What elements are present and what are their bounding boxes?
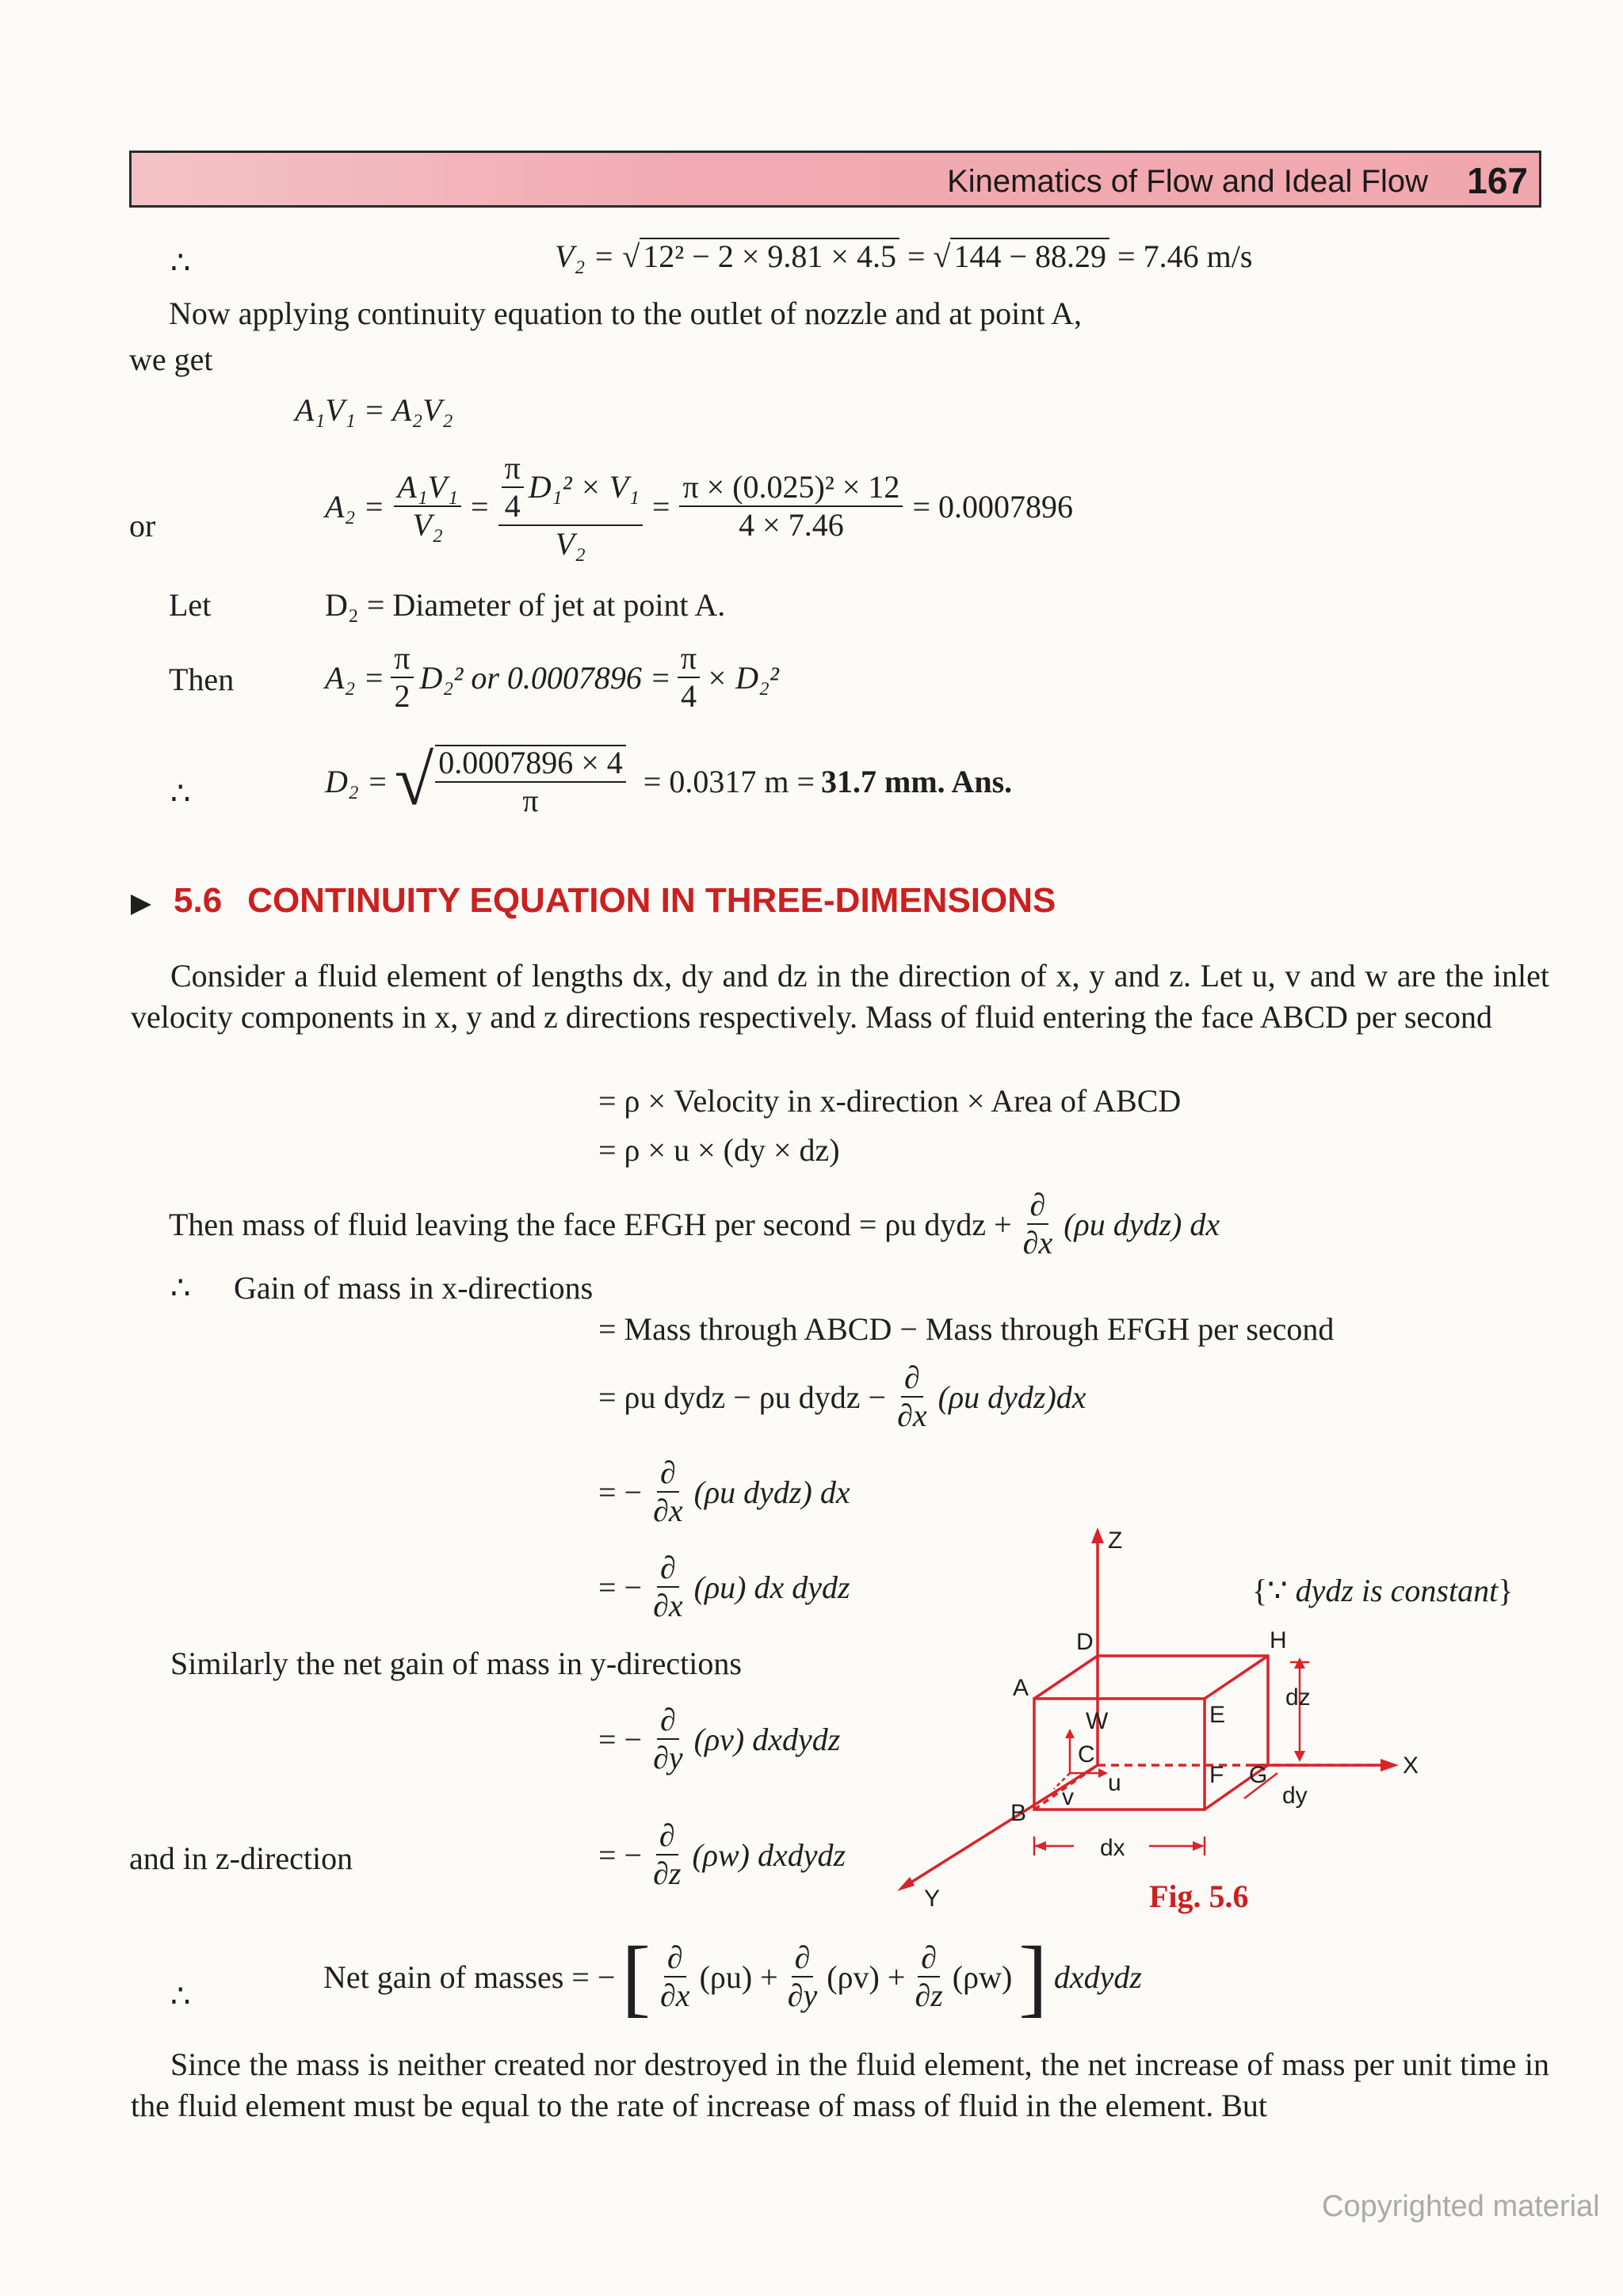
partial-fraction: [650, 1703, 686, 1775]
gain-x-line3: [598, 1456, 850, 1527]
fraction-denominator: 4 × 7.46: [739, 507, 844, 543]
then-middle: D₂² or 0.0007896 =: [419, 659, 671, 696]
fraction-pi-over-4: [502, 452, 524, 523]
section-heading: [129, 881, 1056, 921]
sqrt-sign: √: [622, 238, 640, 274]
partial-denominator: ∂x: [653, 1588, 683, 1623]
velocity-w-label: W: [1086, 1708, 1109, 1734]
then-lhs: A₂ =: [325, 659, 385, 696]
d2-answer: 31.7 mm. Ans.: [821, 763, 1013, 799]
edge-eh: [1205, 1656, 1268, 1699]
four: 4: [504, 488, 521, 524]
mass-in-line2: = ρ × u × (dy × dz): [598, 1132, 840, 1168]
label-let: Let: [169, 587, 212, 623]
gain-y-post: (ρv) dxdydz: [693, 1721, 841, 1757]
net-gain-equation: [323, 1928, 1142, 2025]
pi-symbol: π: [678, 642, 700, 678]
equals-sign: =: [651, 488, 670, 524]
gain-x-line2-pre: = ρu dydz − ρu dydz −: [598, 1379, 887, 1415]
partial-denominator: ∂z: [915, 1978, 943, 2013]
partial-symbol: ∂: [657, 1456, 679, 1493]
paragraph-final: Since the mass is neither created nor destroyed in the fluid element, the net increase of mass per unit time in the fluid element must be equal to the rate of increase of mass of fluid in the element. But: [131, 2046, 1549, 2123]
gain-x-line3-post: (ρu dydz) dx: [693, 1474, 850, 1510]
partial-symbol: ∂: [901, 1361, 923, 1398]
fraction-denominator: V₂: [412, 507, 443, 543]
sqrt-sign: √: [394, 742, 434, 820]
y-arrowhead: [897, 1877, 915, 1891]
partial-symbol: ∂: [1027, 1188, 1049, 1225]
therefore-symbol: ∴: [170, 1978, 191, 2014]
net-gain-label: Net gain of masses = −: [323, 1958, 616, 1995]
fraction-numerator: π × (0.025)² × 12: [679, 471, 903, 507]
gain-x-line2-post: (ρu dydz)dx: [938, 1379, 1086, 1415]
partial-fraction-z: [911, 1941, 945, 2012]
vertex-g-label: G: [1249, 1762, 1268, 1788]
equation-then: [325, 642, 779, 713]
length-dz-label: dz: [1285, 1684, 1311, 1711]
mass-out-rest: (ρu dydz) dx: [1064, 1206, 1220, 1242]
partial-denominator: ∂y: [787, 1978, 818, 2013]
mass-out-line: [169, 1188, 1220, 1260]
velocity-u-label: u: [1108, 1770, 1121, 1796]
vertex-c-label: C: [1078, 1741, 1095, 1768]
length-dx-label: dx: [1100, 1835, 1125, 1861]
figure-fluid-element: [896, 1521, 1450, 1917]
therefore-symbol: ∴: [170, 776, 191, 811]
fraction-numerator: 0.0007896 × 4: [435, 746, 626, 783]
left-bracket: [: [621, 1928, 651, 2025]
partial-symbol: ∂: [792, 1941, 814, 1978]
partial-fraction: [650, 1819, 684, 1890]
d1-times-v1: D₁² × V₁: [528, 469, 640, 505]
therefore-symbol: ∴: [170, 1270, 191, 1306]
eq-v2-radicand-2: 144 − 88.29: [950, 238, 1109, 274]
fraction-a1v1-over-v2: [394, 471, 461, 542]
eq-v2-result: = 7.46 m/s: [1117, 238, 1253, 274]
axis-x-label: X: [1403, 1753, 1419, 1779]
partial-denominator: ∂y: [653, 1740, 683, 1775]
partial-fraction: [650, 1456, 686, 1527]
equation-a2: [325, 452, 1073, 561]
net-gain-post: dxdydz: [1053, 1958, 1142, 1995]
section-title: CONTINUITY EQUATION IN THREE-DIMENSIONS: [247, 881, 1056, 920]
partial-fraction: [894, 1361, 930, 1432]
eq-v2-equals: =: [907, 238, 926, 274]
gain-x-line1: = Mass through ABCD − Mass through EFGH per second: [598, 1311, 1335, 1347]
section-number: 5.6: [174, 881, 223, 920]
fraction-pi-over-2: [391, 642, 413, 713]
partial-fraction: [1020, 1188, 1056, 1260]
vertex-e-label: E: [1209, 1702, 1226, 1728]
d2-result: = 0.0317 m =: [643, 763, 815, 799]
x-arrowhead: [1381, 1759, 1399, 1772]
pi-symbol: π: [502, 452, 524, 488]
equation-a1v1: A₁V₁ = A₂V₂: [295, 392, 453, 428]
eq-a2-result: = 0.0007896: [912, 488, 1073, 524]
d2-lhs: D₂ =: [325, 763, 388, 799]
close-brace: }: [1498, 1573, 1514, 1608]
partial-symbol: ∂: [657, 1551, 679, 1588]
gain-x-line3-pre: = −: [598, 1474, 643, 1510]
fraction-denominator: V₂: [555, 526, 586, 562]
label-or: or: [129, 508, 156, 543]
fraction-pi-over-4: [678, 642, 700, 713]
partial-symbol: ∂: [656, 1819, 678, 1855]
two: 2: [394, 678, 411, 714]
gain-z-pre: = −: [598, 1836, 643, 1873]
fraction-numerator: [498, 452, 643, 526]
partial-fraction-x: [657, 1941, 693, 2012]
net-gain-term1: (ρu) +: [699, 1958, 778, 1995]
net-gain-term2: (ρv) +: [827, 1958, 906, 1995]
right-bracket: ]: [1018, 1928, 1048, 2025]
axis-z-label: Z: [1108, 1527, 1123, 1554]
running-header: [129, 151, 1541, 208]
paragraph-continuity-line1: Now applying continuity equation to the outlet of nozzle and at point A,: [169, 296, 1082, 331]
gain-y-pre: = −: [598, 1721, 643, 1757]
partial-denominator: ∂x: [653, 1493, 683, 1528]
then-rhs: × D₂²: [706, 659, 779, 696]
running-header-title: Kinematics of Flow and Ideal Flow: [947, 164, 1428, 199]
vertex-a-label: A: [1013, 1675, 1029, 1701]
page-number: 167: [1467, 160, 1528, 201]
constant-note-text: dydz is constant: [1295, 1573, 1499, 1608]
equals-sign: =: [471, 488, 489, 524]
vertex-d-label: D: [1076, 1629, 1094, 1655]
fraction-under-sqrt: [435, 745, 626, 818]
fraction-numeric: [679, 471, 903, 542]
copyright-watermark: Copyrighted material: [1322, 2190, 1600, 2223]
partial-denominator: ∂x: [897, 1398, 927, 1433]
partial-denominator: ∂x: [660, 1978, 690, 2013]
vertex-f-label: F: [1209, 1762, 1224, 1788]
axis-y-label: Y: [924, 1886, 941, 1912]
fraction-denominator: π: [522, 783, 539, 818]
section-bullet-icon: [129, 893, 153, 917]
let-definition: D₂ = Diameter of jet at point A.: [325, 587, 726, 623]
net-gain-term3: (ρw): [952, 1958, 1013, 1995]
sqrt-sign: √: [933, 238, 951, 274]
label-then: Then: [169, 662, 235, 697]
gain-y-label: Similarly the net gain of mass in y-directions: [170, 1646, 742, 1681]
partial-fraction: [650, 1551, 686, 1623]
equation-v2: [555, 238, 1252, 275]
figure-caption: Fig. 5.6: [1149, 1878, 1249, 1914]
partial-denominator: ∂z: [653, 1855, 682, 1891]
vertex-b-label: B: [1010, 1800, 1027, 1826]
eq-v2-radicand-1: 12² − 2 × 9.81 × 4.5: [640, 238, 899, 274]
edge-ad: [1034, 1656, 1098, 1699]
therefore-symbol: ∴: [170, 245, 191, 280]
velocity-v-label: v: [1062, 1784, 1074, 1810]
gain-z-label: and in z-direction: [129, 1840, 353, 1876]
paragraph-intro: Consider a fluid element of lengths dx, dy and dz in the direction of x, y and z. Let u, v and w are the inlet velocity components in x, y and z directions respectively. Mass of fluid entering the face ABCD per second: [131, 958, 1549, 1035]
fraction-pi4-d1-v1-over-v2: [498, 452, 643, 561]
gain-y-equation: [598, 1703, 840, 1775]
four: 4: [680, 678, 697, 714]
gain-x-line4-pre: = −: [598, 1569, 643, 1605]
gain-x-label: Gain of mass in x-directions: [234, 1270, 594, 1306]
equation-d2: [325, 742, 1013, 820]
partial-denominator: ∂x: [1022, 1225, 1053, 1261]
gain-z-equation: [598, 1819, 846, 1890]
partial-symbol: ∂: [657, 1703, 679, 1740]
pi-symbol: π: [391, 642, 413, 678]
mass-in-line1: = ρ × Velocity in x-direction × Area of ABCD: [598, 1083, 1182, 1119]
eq-a2-lhs: A₂ =: [325, 488, 385, 524]
z-arrowhead: [1091, 1527, 1104, 1543]
partial-fraction-y: [785, 1941, 821, 2012]
mass-out-text: Then mass of fluid leaving the face EFGH per second = ρu dydz +: [169, 1206, 1012, 1242]
gain-z-post: (ρw) dxdydz: [692, 1836, 846, 1873]
partial-symbol: ∂: [918, 1941, 940, 1978]
gain-x-line4: [598, 1551, 850, 1623]
partial-symbol: ∂: [664, 1941, 686, 1978]
paragraph-continuity-line2: we get: [129, 341, 213, 377]
eq-v2-lhs: V₂ =: [555, 238, 615, 274]
vertex-h-label: H: [1270, 1627, 1287, 1653]
gain-x-line4-post: (ρu) dx dydz: [693, 1569, 850, 1605]
because-brace: {∵: [1252, 1573, 1288, 1608]
gain-x-line2: [598, 1361, 1086, 1432]
fraction-numerator: A₁V₁: [394, 471, 461, 507]
length-dy-label: dy: [1282, 1783, 1308, 1809]
